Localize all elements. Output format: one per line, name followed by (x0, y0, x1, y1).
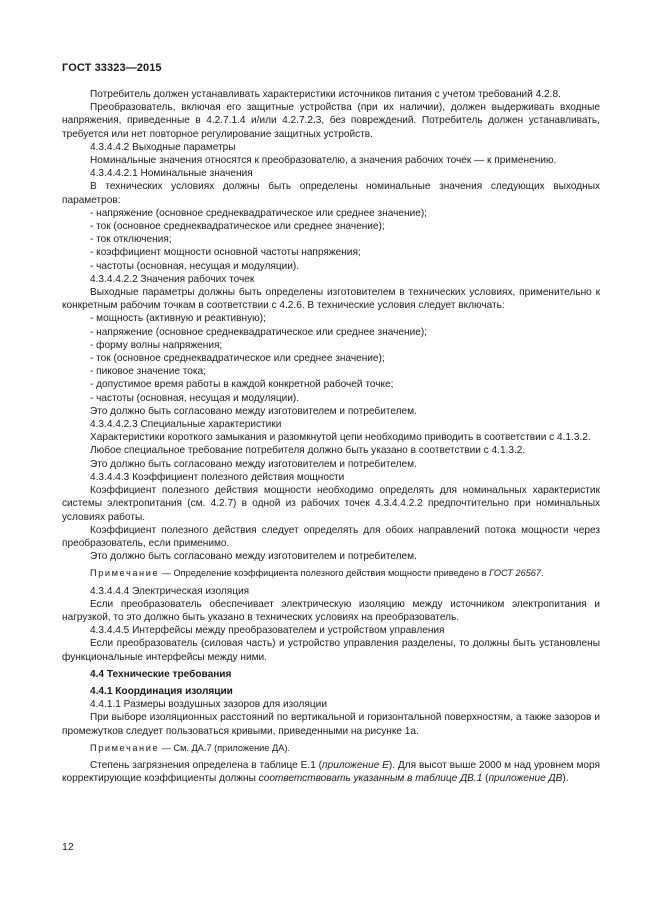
subsection-heading: 4.3.4.4.5 Интерфейсы между преобразователем и устройством управления (90, 625, 445, 637)
paragraph: Это должно быть согласовано между изготовителем и потребителем. (90, 405, 417, 417)
paragraph: Коэффициент полезного действия мощности необходимо определять для номинальных характеристик системы электропитания (см. 4.2.7) в одной из рабочих точек 4.3.4.4.2.2 предпочтительно при номинальных условиях работы. (62, 485, 600, 523)
list-item: - пиковое значение тока; (90, 366, 206, 378)
subsection-heading: 4.3.4.4.4 Электрическая изоляция (90, 585, 250, 597)
reference: соответствовать указанным в таблице ДВ.1 (258, 773, 483, 785)
list-item: - допустимое время работы в каждой конкретной рабочей точке; (90, 379, 394, 391)
list-item: - частоты (основная, несущая и модуляции). (90, 392, 300, 404)
reference: приложение ДВ (488, 773, 563, 785)
page-number: 12 (62, 841, 74, 853)
note-label: Примечание (90, 742, 160, 753)
text-run: ). (562, 773, 569, 785)
note-label: Примечание (90, 568, 160, 579)
paragraph: Это должно быть согласовано между изготовителем и потребителем. (90, 458, 417, 470)
list-item: - ток (основное среднеквадратическое или среднее значение); (90, 221, 385, 233)
list-item: - частоты (основная, несущая и модуляции). (90, 260, 300, 272)
paragraph: Коэффициент полезного действия следует определять для обоих направлений потока мощности через преобразователь, если применимо. (62, 524, 600, 549)
note-text: — Определение коэффициента полезного действия мощности приведено в (159, 568, 490, 579)
paragraph: Преобразователь, включая его защитные устройства (при их наличии), должен выдерживать входные напряжения, приведенные в 4.2.7.1.4 и/или 4.2.7.2.3, без повреждений. Потребитель должен устанавливать, требуется или нет повторное регулирование защитных устройств. (62, 102, 600, 140)
list-item: - ток отключения; (90, 234, 172, 246)
paragraph: Характеристики короткого замыкания и разомкнутой цепи необходимо приводить в соответствии с 4.1.3.2. (90, 432, 591, 444)
list-item: - напряжение (основное среднеквадратическое или среднее значение); (90, 326, 427, 338)
paragraph: Потребитель должен устанавливать характеристики источников питания с учетом требований 4.2.8. (90, 89, 561, 100)
paragraph: Номинальные значения относятся к преобразователю, а значения рабочих точек — к применению. (90, 155, 557, 167)
paragraph: В технических условиях должны быть определены номинальные значения следующих выходных параметров: (62, 181, 600, 206)
list-item: - ток (основное среднеквадратическое или среднее значение); (90, 353, 385, 365)
paragraph (62, 759, 600, 785)
subsection-heading: 4.4.1.1 Размеры воздушных зазоров для изоляции (90, 699, 327, 711)
note (62, 742, 600, 755)
note-tail: . (541, 568, 544, 579)
text-run: Степень загрязнения определена в таблице Е.1 ( (90, 759, 323, 771)
paragraph: При выборе изоляционных расстояний по вертикальной и горизонтальной поверхностям, а также зазоров и промежутков следует пользоваться кривыми, приведенными на рисунке 1а. (62, 712, 600, 737)
list-item: - форму волны напряжения; (90, 339, 223, 351)
subsection-heading: 4.3.4.4.2.3 Специальные характеристики (90, 419, 282, 431)
paragraph: Любое специальное требование потребителя должно быть указано в соответствии с 4.1.3.2. (90, 445, 526, 457)
paragraph: Выходные параметры должны быть определены изготовителем в технических условиях, применительно к конкретным рабочим точкам в соответствии с 4.2.6. В технические условия следует включать: (62, 287, 600, 312)
list-item: - мощность (активную и реактивную); (90, 313, 266, 325)
list-item: - напряжение (основное среднеквадратическое или среднее значение); (90, 207, 427, 219)
document-body (62, 88, 600, 785)
section-heading: 4.4.1 Координация изоляции (90, 685, 233, 697)
subsection-heading: 4.3.4.4.2 Выходные параметры (90, 141, 236, 153)
paragraph: Если преобразователь обеспечивает электрическую изоляцию между источником электропитания и нагрузкой, то это должно быть указано в технических условиях на преобразователь. (62, 598, 600, 623)
reference: приложение Е (322, 759, 389, 771)
text-run: ( (482, 773, 489, 785)
note-text: — См. ДА.7 (приложение ДА). (159, 742, 290, 753)
subsection-heading: 4.3.4.4.2.2 Значения рабочих точек (90, 273, 255, 285)
subsection-heading: 4.3.4.4.3 Коэффициент полезного действия мощности (90, 471, 345, 483)
document-header: ГОСТ 33323—2015 (62, 62, 162, 74)
paragraph: Если преобразователь (силовая часть) и устройство управления разделены, то должны быть установлены функциональные интерфейсы между ними. (62, 638, 600, 663)
list-item: - коэффициент мощности основной частоты напряжения; (90, 247, 361, 259)
text-run: ). Для высот выше 2000 м над уровнем моря корректирующие коэффициенты должны (62, 759, 600, 785)
subsection-heading: 4.3.4.4.2.1 Номинальные значения (90, 168, 253, 180)
note-reference: ГОСТ 26567 (489, 568, 542, 579)
paragraph: Это должно быть согласовано между изготовителем и потребителем. (90, 551, 417, 563)
section-heading: 4.4 Технические требования (90, 668, 232, 680)
note (62, 567, 600, 580)
